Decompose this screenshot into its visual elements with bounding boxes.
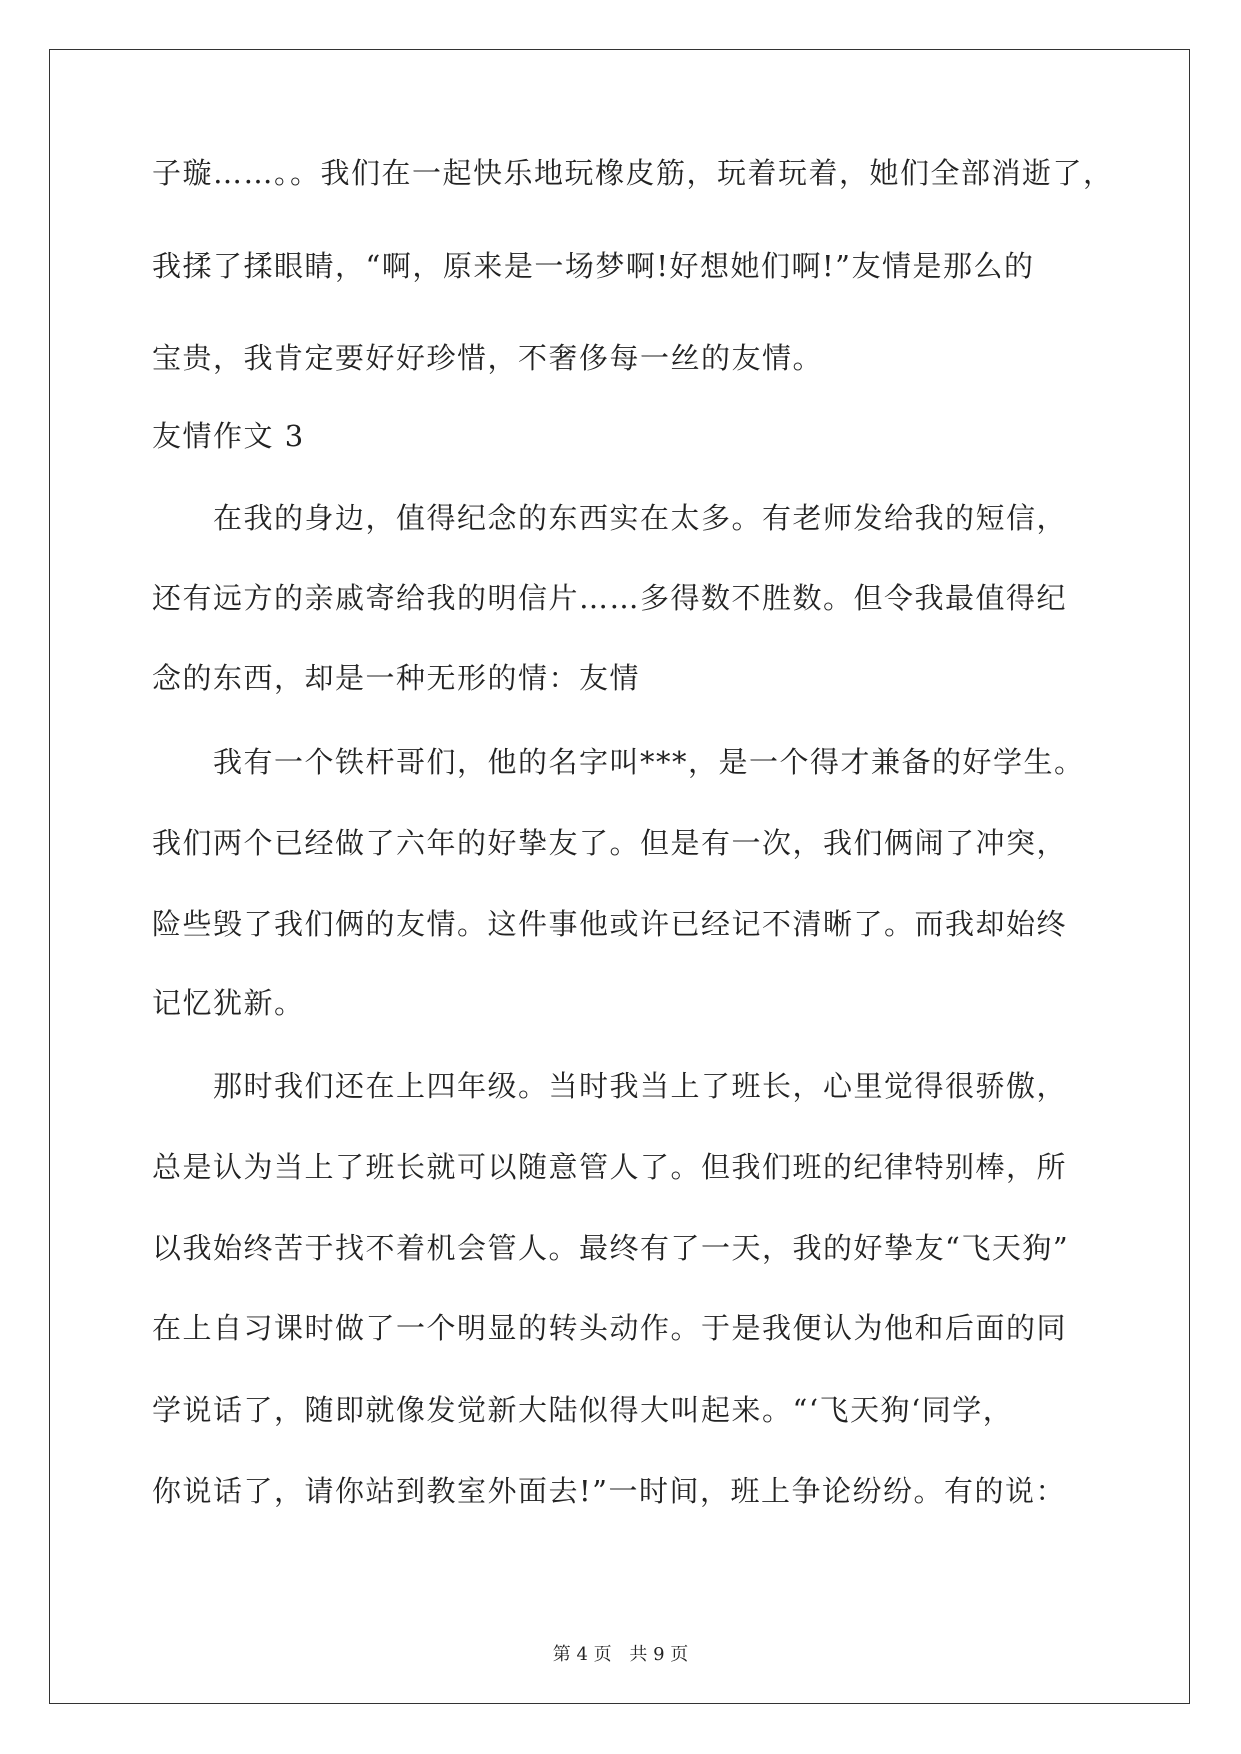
text-line: 还有远方的亲戚寄给我的明信片……多得数不胜数。但令我最值得纪 xyxy=(152,581,1068,615)
page-frame xyxy=(49,49,1190,1704)
text-line: 宝贵，我肯定要好好珍惜，不奢侈每一丝的友情。 xyxy=(152,341,824,375)
text-line: 念的东西，却是一种无形的情：友情 xyxy=(152,661,641,695)
text-line: 险些毁了我们俩的友情。这件事他或许已经记不清晰了。而我却始终 xyxy=(152,907,1068,941)
text-line: 以我始终苦于找不着机会管人。最终有了一天，我的好挚友“飞天狗” xyxy=(152,1231,1070,1265)
section-heading: 友情作文 3 xyxy=(152,419,305,453)
paragraph-first-line: 那时我们还在上四年级。当时我当上了班长，心里觉得很骄傲， xyxy=(213,1069,1068,1103)
page-total: 共 9 页 xyxy=(629,1644,689,1665)
text-line: 我们两个已经做了六年的好挚友了。但是有一次，我们俩闹了冲突， xyxy=(152,826,1068,860)
page-number: 第 4 页 xyxy=(552,1644,612,1665)
text-line: 你说话了，请你站到教室外面去!”一时间，班上争论纷纷。有的说： xyxy=(152,1474,1066,1508)
text-line: 记忆犹新。 xyxy=(152,986,305,1020)
text-line: 在上自习课时做了一个明显的转头动作。于是我便认为他和后面的同 xyxy=(152,1311,1068,1345)
text-line: 总是认为当上了班长就可以随意管人了。但我们班的纪律特别棒，所 xyxy=(152,1150,1068,1184)
text-line: 我揉了揉眼睛，“啊，原来是一场梦啊!好想她们啊!”友情是那么的 xyxy=(152,249,1035,283)
paragraph-first-line: 我有一个铁杆哥们，他的名字叫***，是一个得才兼备的好学生。 xyxy=(213,745,1085,779)
text-line: 学说话了，随即就像发觉新大陆似得大叫起来。“‘飞天狗‘同学， xyxy=(152,1393,1014,1427)
page-footer xyxy=(0,1643,1241,1667)
text-line: 子璇……。。我们在一起快乐地玩橡皮筋，玩着玩着，她们全部消逝了， xyxy=(152,156,1114,190)
paragraph-first-line: 在我的身边，值得纪念的东西实在太多。有老师发给我的短信， xyxy=(213,501,1068,535)
